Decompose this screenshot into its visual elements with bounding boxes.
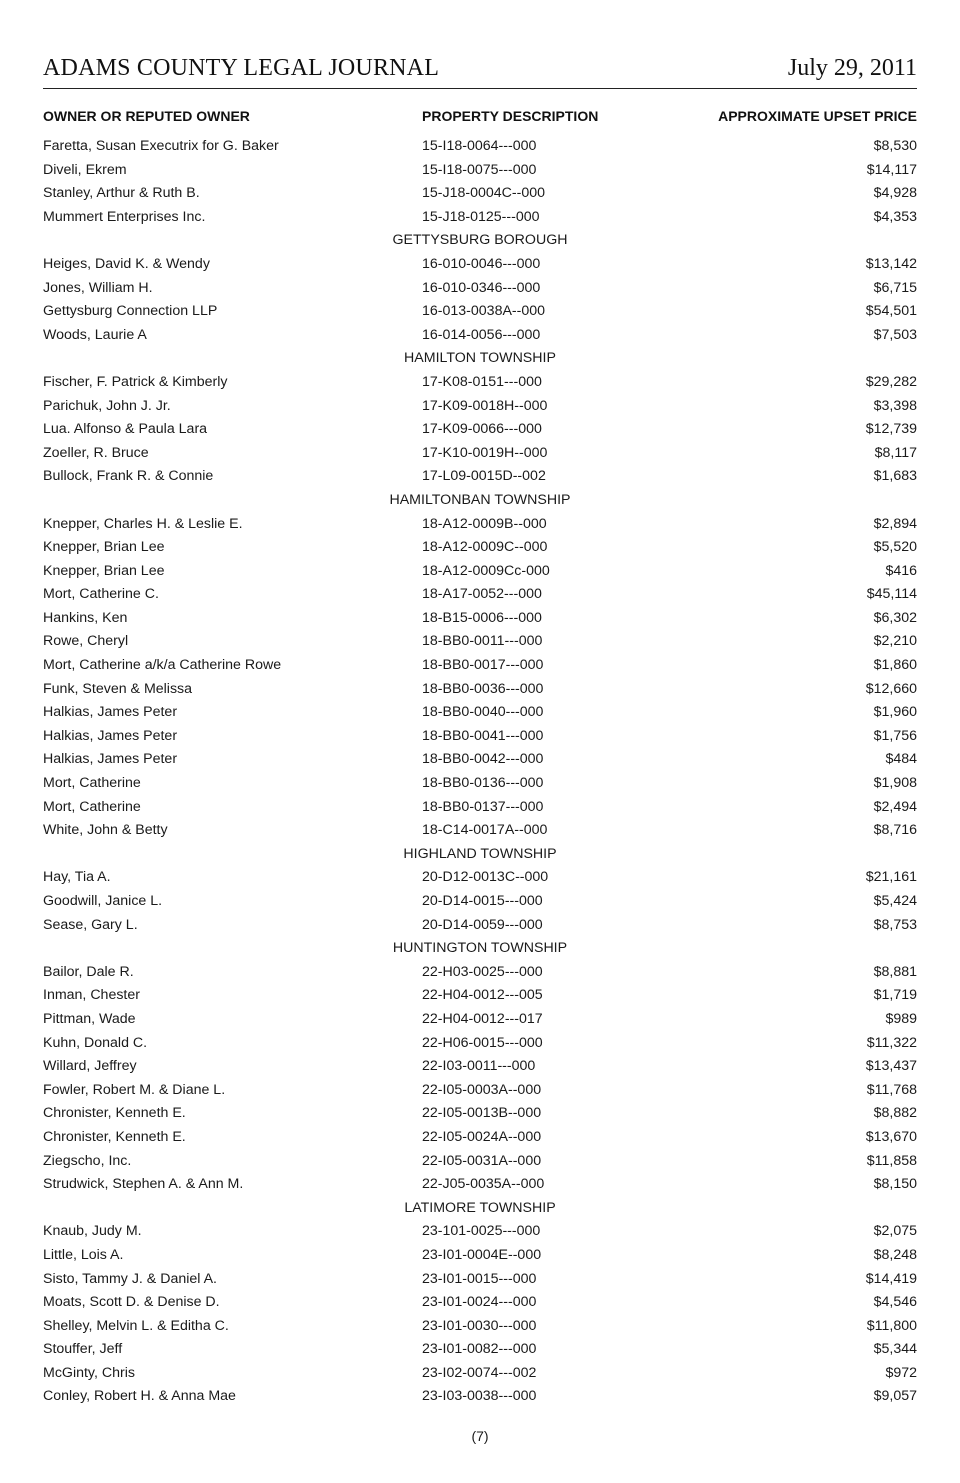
table-row — [43, 159, 917, 183]
upset-price: $3,398 — [873, 397, 917, 414]
parcel-number: 17-K09-0018H--000 — [422, 397, 548, 414]
owner-name: Ziegscho, Inc. — [43, 1152, 132, 1169]
publication-title: ADAMS COUNTY LEGAL JOURNAL — [43, 55, 440, 81]
upset-price: $9,057 — [873, 1388, 917, 1405]
table-row — [43, 1315, 917, 1339]
upset-price: $6,715 — [873, 279, 917, 296]
owner-name: Goodwill, Janice L. — [43, 893, 163, 909]
table-row — [43, 1150, 917, 1174]
parcel-number: 17-K10-0019H--000 — [422, 444, 548, 461]
sale-listing — [43, 135, 917, 1409]
parcel-number: 17-L09-0015D--002 — [422, 468, 546, 485]
table-row — [43, 371, 917, 395]
page-number: (7) — [471, 1428, 489, 1444]
upset-price: $14,419 — [865, 1270, 917, 1287]
parcel-number: 23-I03-0038---000 — [422, 1388, 537, 1405]
parcel-number: 22-I05-0031A--000 — [422, 1152, 542, 1169]
owner-name: Strudwick, Stephen A. & Ann M. — [43, 1176, 244, 1193]
table-row — [43, 513, 917, 537]
owner-name: Knepper, Brian Lee — [43, 539, 165, 556]
owner-name: Gettysburg Connection LLP — [43, 303, 218, 320]
table-row — [43, 654, 917, 678]
owner-name: Bailor, Dale R. — [43, 963, 134, 980]
owner-column-header: OWNER OR REPUTED OWNER — [43, 108, 250, 124]
owner-name: Mort, Catherine a/k/a Catherine Rowe — [43, 657, 282, 674]
table-row — [43, 560, 917, 584]
parcel-number: 15-J18-0125---000 — [422, 208, 540, 225]
parcel-number: 22-H04-0012---005 — [422, 987, 543, 1004]
upset-price: $11,800 — [866, 1317, 917, 1334]
parcel-number: 18-BB0-0137---000 — [422, 798, 544, 815]
parcel-number: 22-I05-0013B--000 — [422, 1105, 542, 1122]
parcel-number: 23-I01-0024---000 — [422, 1294, 537, 1311]
masthead — [43, 52, 917, 89]
owner-name: Conley, Robert H. & Anna Mae — [43, 1388, 236, 1405]
upset-price: $8,882 — [873, 1105, 917, 1122]
upset-price: $13,437 — [865, 1058, 917, 1075]
upset-price: $2,210 — [873, 633, 917, 650]
table-row — [43, 1385, 917, 1409]
parcel-number: 20-D12-0013C--000 — [422, 869, 549, 886]
upset-price: $21,161 — [865, 869, 917, 886]
table-row — [43, 866, 917, 890]
upset-price: $1,719 — [873, 987, 917, 1004]
upset-price: $8,117 — [874, 444, 917, 461]
parcel-number: 18-BB0-0011---000 — [422, 633, 543, 650]
owner-name: Willard, Jeffrey — [43, 1058, 137, 1075]
upset-price: $8,716 — [873, 822, 917, 839]
parcel-number: 22-I05-0003A--000 — [422, 1081, 542, 1098]
owner-name: Pittman, Wade — [43, 1010, 136, 1027]
table-row — [43, 725, 917, 749]
parcel-number: 15-I18-0075---000 — [422, 161, 537, 178]
table-row — [43, 1268, 917, 1292]
parcel-number: 18-C14-0017A--000 — [422, 822, 548, 839]
parcel-number: 17-K08-0151---000 — [422, 373, 542, 390]
owner-name: Stanley, Arthur & Ruth B. — [43, 185, 200, 202]
table-row — [43, 300, 917, 324]
owner-name: Little, Lois A. — [43, 1246, 124, 1263]
owner-name: Parichuk, John J. Jr. — [43, 397, 171, 414]
table-row — [43, 630, 917, 654]
owner-name: Moats, Scott D. & Denise D. — [43, 1294, 220, 1311]
owner-name: Shelley, Melvin L. & Editha C. — [43, 1317, 229, 1334]
owner-name: Chronister, Kenneth E. — [43, 1105, 186, 1122]
table-row — [43, 418, 917, 442]
upset-price: $8,881 — [873, 963, 917, 980]
upset-price: $8,753 — [873, 916, 917, 933]
owner-name: Funk, Steven & Melissa — [43, 680, 193, 697]
parcel-number: 22-H04-0012---017 — [422, 1010, 543, 1027]
owner-name: Inman, Chester — [43, 987, 140, 1004]
owner-name: Faretta, Susan Executrix for G. Baker — [43, 138, 279, 154]
parcel-number: 16-010-0046---000 — [422, 255, 541, 272]
table-row — [43, 984, 917, 1008]
parcel-number: 20-D14-0059---000 — [422, 916, 543, 933]
owner-name: Chronister, Kenneth E. — [43, 1128, 186, 1145]
table-row — [43, 324, 917, 348]
upset-price: $5,424 — [873, 893, 917, 909]
table-row — [43, 1338, 917, 1362]
parcel-number: 23-I01-0082---000 — [422, 1341, 537, 1358]
parcel-number: 23-I01-0030---000 — [422, 1317, 537, 1334]
parcel-number: 18-BB0-0042---000 — [422, 751, 544, 768]
parcel-number: 18-BB0-0017---000 — [422, 657, 544, 674]
table-row — [43, 395, 917, 419]
owner-name: Hankins, Ken — [43, 609, 128, 626]
upset-price: $12,739 — [865, 421, 917, 438]
upset-price: $972 — [885, 1364, 917, 1381]
parcel-number: 23-I01-0015---000 — [422, 1270, 537, 1287]
upset-price: $1,756 — [873, 727, 917, 744]
owner-name: McGinty, Chris — [43, 1364, 135, 1381]
table-row — [43, 1291, 917, 1315]
table-row — [43, 678, 917, 702]
owner-name: Knepper, Charles H. & Leslie E. — [43, 515, 243, 532]
upset-price: $484 — [885, 751, 917, 768]
township-heading: HAMILTON TOWNSHIP — [404, 350, 556, 367]
table-row — [43, 1102, 917, 1126]
upset-price: $5,520 — [873, 539, 917, 556]
township-heading: LATIMORE TOWNSHIP — [404, 1199, 556, 1216]
table-row — [43, 1220, 917, 1244]
parcel-number: 22-H03-0025---000 — [422, 963, 543, 980]
upset-price: $8,248 — [873, 1246, 917, 1263]
parcel-number: 18-BB0-0040---000 — [422, 704, 544, 721]
table-row — [43, 1126, 917, 1150]
property-column-header: PROPERTY DESCRIPTION — [422, 108, 599, 124]
table-row — [43, 277, 917, 301]
table-row — [43, 819, 917, 843]
upset-price: $29,282 — [865, 373, 917, 390]
parcel-number: 22-J05-0035A--000 — [422, 1176, 545, 1193]
upset-price: $13,142 — [865, 255, 917, 272]
parcel-number: 23-I01-0004E--000 — [422, 1246, 542, 1263]
owner-name: Stouffer, Jeff — [43, 1341, 123, 1358]
parcel-number: 22-I03-0011---000 — [422, 1058, 536, 1075]
upset-price: $6,302 — [873, 609, 917, 626]
table-row — [43, 748, 917, 772]
parcel-number: 23-I02-0074---002 — [422, 1364, 537, 1381]
owner-name: Mummert Enterprises Inc. — [43, 208, 206, 225]
owner-name: Fischer, F. Patrick & Kimberly — [43, 373, 228, 390]
owner-name: Halkias, James Peter — [43, 751, 178, 768]
upset-price: $45,114 — [866, 586, 917, 603]
upset-price: $1,960 — [873, 704, 917, 721]
owner-name: Sease, Gary L. — [43, 916, 138, 933]
owner-name: Woods, Laurie A — [43, 326, 147, 343]
upset-price: $5,344 — [873, 1341, 917, 1358]
table-row — [43, 1173, 917, 1197]
upset-price: $13,670 — [865, 1128, 917, 1145]
table-row — [43, 536, 917, 560]
owner-name: Diveli, Ekrem — [43, 161, 127, 178]
upset-price: $11,768 — [866, 1081, 917, 1098]
issue-date: July 29, 2011 — [787, 55, 917, 81]
upset-price: $8,150 — [873, 1176, 917, 1193]
table-row — [43, 772, 917, 796]
owner-name: Bullock, Frank R. & Connie — [43, 468, 214, 485]
upset-price: $14,117 — [866, 161, 917, 178]
owner-name: Sisto, Tammy J. & Daniel A. — [43, 1270, 217, 1287]
parcel-number: 18-A12-0009Cc-000 — [422, 562, 550, 579]
owner-name: Heiges, David K. & Wendy — [43, 255, 210, 272]
parcel-number: 15-I18-0064---000 — [422, 138, 537, 154]
table-row — [43, 253, 917, 277]
township-heading: HIGHLAND TOWNSHIP — [403, 845, 557, 862]
parcel-number: 15-J18-0004C--000 — [422, 185, 546, 202]
table-row — [43, 1032, 917, 1056]
upset-price: $54,501 — [865, 303, 917, 320]
upset-price: $4,928 — [873, 185, 917, 202]
table-row — [43, 182, 917, 206]
owner-name: Mort, Catherine — [43, 798, 141, 815]
price-column-header: APPROXIMATE UPSET PRICE — [718, 108, 917, 124]
upset-price: $1,683 — [873, 468, 917, 485]
upset-price: $12,660 — [865, 680, 917, 697]
upset-price: $4,353 — [873, 208, 917, 225]
parcel-number: 16-010-0346---000 — [422, 279, 541, 296]
township-heading: GETTYSBURG BOROUGH — [392, 232, 568, 249]
upset-price: $1,860 — [873, 657, 917, 674]
table-row — [43, 1244, 917, 1268]
parcel-number: 16-013-0038A--000 — [422, 303, 546, 320]
table-row — [43, 465, 917, 489]
parcel-number: 18-BB0-0036---000 — [422, 680, 544, 697]
parcel-number: 16-014-0056---000 — [422, 326, 541, 343]
owner-name: Halkias, James Peter — [43, 727, 178, 744]
table-row — [43, 1055, 917, 1079]
township-heading: HUNTINGTON TOWNSHIP — [392, 940, 568, 957]
table-row — [43, 583, 917, 607]
owner-name: Knepper, Brian Lee — [43, 562, 165, 579]
upset-price: $2,075 — [873, 1223, 917, 1240]
owner-name: Kuhn, Donald C. — [43, 1034, 148, 1051]
parcel-number: 18-A17-0052---000 — [422, 586, 542, 603]
owner-name: Lua. Alfonso & Paula Lara — [43, 421, 208, 438]
table-row — [43, 961, 917, 985]
upset-price: $8,530 — [873, 138, 917, 154]
upset-price: $11,858 — [866, 1152, 917, 1169]
parcel-number: 22-I05-0024A--000 — [422, 1128, 542, 1145]
upset-price: $416 — [885, 562, 917, 579]
parcel-number: 18-A12-0009C--000 — [422, 539, 548, 556]
parcel-number: 18-B15-0006---000 — [422, 609, 542, 626]
table-row — [43, 1008, 917, 1032]
parcel-number: 23-101-0025---000 — [422, 1223, 541, 1240]
upset-price: $2,494 — [873, 798, 917, 815]
table-row — [43, 701, 917, 725]
upset-price: $7,503 — [873, 326, 917, 343]
owner-name: Mort, Catherine C. — [43, 586, 159, 603]
table-row — [43, 206, 917, 230]
table-row — [43, 914, 917, 938]
owner-name: Halkias, James Peter — [43, 704, 178, 721]
table-row — [43, 607, 917, 631]
parcel-number: 20-D14-0015---000 — [422, 893, 543, 909]
parcel-number: 17-K09-0066---000 — [422, 421, 542, 438]
table-row — [43, 135, 917, 159]
table-row — [43, 1362, 917, 1386]
upset-price: $11,322 — [866, 1034, 917, 1051]
parcel-number: 18-BB0-0136---000 — [422, 775, 544, 792]
upset-price: $1,908 — [873, 775, 917, 792]
parcel-number: 18-BB0-0041---000 — [422, 727, 544, 744]
table-row — [43, 442, 917, 466]
table-row — [43, 890, 917, 914]
owner-name: Mort, Catherine — [43, 775, 141, 792]
upset-price: $989 — [885, 1010, 917, 1027]
table-row — [43, 796, 917, 820]
owner-name: Zoeller, R. Bruce — [43, 444, 149, 461]
upset-price: $2,894 — [873, 515, 917, 532]
table-row — [43, 1079, 917, 1103]
owner-name: Hay, Tia A. — [43, 869, 111, 886]
owner-name: Fowler, Robert M. & Diane L. — [43, 1081, 226, 1098]
column-headers — [43, 108, 917, 128]
upset-price: $4,546 — [873, 1294, 917, 1311]
owner-name: Jones, William H. — [43, 279, 153, 296]
parcel-number: 22-H06-0015---000 — [422, 1034, 543, 1051]
township-heading: HAMILTONBAN TOWNSHIP — [389, 491, 571, 508]
owner-name: Knaub, Judy M. — [43, 1223, 142, 1240]
owner-name: White, John & Betty — [43, 822, 168, 839]
owner-name: Rowe, Cheryl — [43, 633, 129, 650]
parcel-number: 18-A12-0009B--000 — [422, 515, 547, 532]
